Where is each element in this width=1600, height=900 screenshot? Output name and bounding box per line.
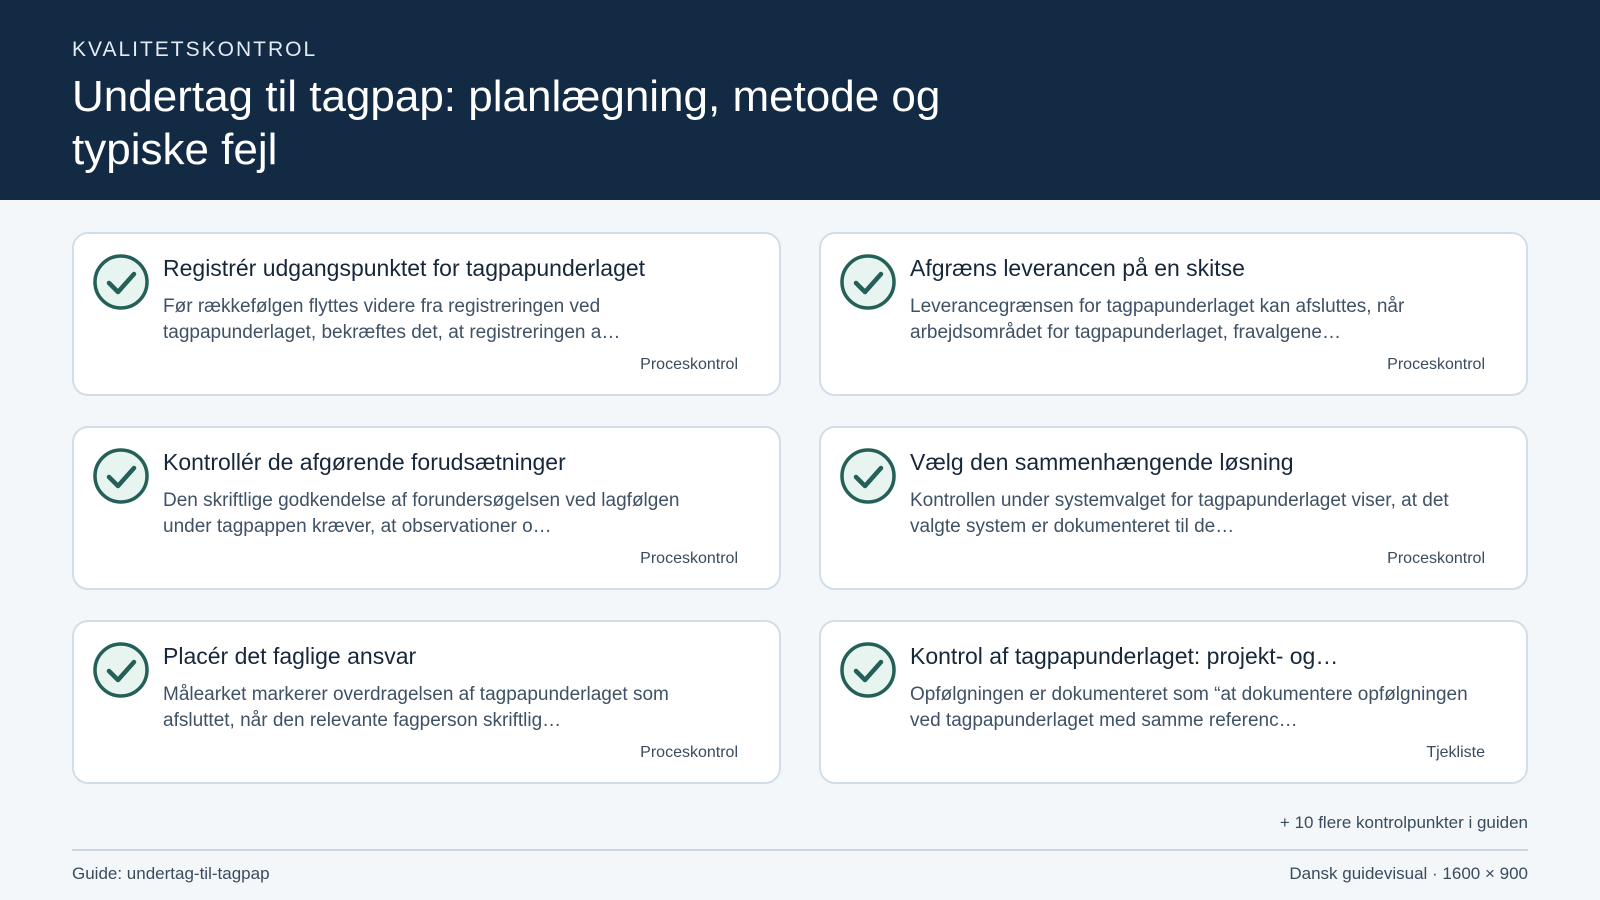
card-category-tag: Proceskontrol	[640, 744, 738, 761]
checklist-card-5[interactable]	[72, 620, 781, 784]
card-description: Leverancegrænsen for tagpapunderlaget kan afsluttes, når arbejdsområdet for tagpapunderlaget, fravalgene…	[910, 296, 1405, 343]
footer-format-label: Dansk guidevisual · 1600 × 900	[1289, 864, 1528, 883]
eyebrow-label: KVALITETSKONTROL	[72, 38, 318, 61]
card-category-tag: Proceskontrol	[640, 550, 738, 567]
check-circle-icon	[839, 447, 897, 505]
card-category-tag: Proceskontrol	[640, 356, 738, 373]
check-circle-icon	[92, 253, 150, 311]
card-category-tag: Proceskontrol	[1387, 356, 1485, 373]
card-description: Opfølgningen er dokumenteret som “at dokumentere opfølgningen ved tagpapunderlaget med samme referenc…	[910, 684, 1468, 731]
footer-divider	[72, 849, 1528, 851]
card-title: Placér det faglige ansvar	[163, 643, 417, 669]
more-checkpoints-link[interactable]: + 10 flere kontrolpunkter i guiden	[1279, 813, 1528, 832]
checklist-card-2[interactable]	[819, 232, 1528, 396]
check-circle-icon	[839, 253, 897, 311]
checklist-card-3[interactable]	[72, 426, 781, 590]
card-description: Den skriftlige godkendelse af forundersøgelsen ved lagfølgen under tagpappen kræver, at observationer o…	[163, 490, 680, 537]
card-title: Kontrol af tagpapunderlaget: projekt- og…	[910, 643, 1339, 669]
card-title: Afgræns leverancen på en skitse	[910, 255, 1245, 281]
card-category-tag: Proceskontrol	[1387, 550, 1485, 567]
footer-guide-label: Guide: undertag-til-tagpap	[72, 864, 270, 883]
checklist-card-4[interactable]	[819, 426, 1528, 590]
card-title: Vælg den sammenhængende løsning	[910, 449, 1294, 475]
card-description: Kontrollen under systemvalget for tagpapunderlaget viser, at det valgte system er dokumenteret til de…	[910, 490, 1449, 537]
check-circle-icon	[92, 641, 150, 699]
header-banner	[0, 0, 1600, 200]
page-title: Undertag til tagpap: planlægning, metode og typiske fejl	[72, 72, 941, 174]
checklist-card-6[interactable]	[819, 620, 1528, 784]
card-title: Registrér udgangspunktet for tagpapunderlaget	[163, 255, 646, 281]
card-title: Kontrollér de afgørende forudsætninger	[163, 449, 566, 475]
check-circle-icon	[839, 641, 897, 699]
card-description: Målearket markerer overdragelsen af tagpapunderlaget som afsluttet, når den relevante fagperson skriftlig…	[163, 684, 669, 731]
card-category-tag: Tjekliste	[1426, 744, 1485, 761]
card-description: Før rækkefølgen flyttes videre fra registreringen ved tagpapunderlaget, bekræftes det, at registreringen a…	[163, 296, 621, 343]
checklist-card-1[interactable]	[72, 232, 781, 396]
check-circle-icon	[92, 447, 150, 505]
